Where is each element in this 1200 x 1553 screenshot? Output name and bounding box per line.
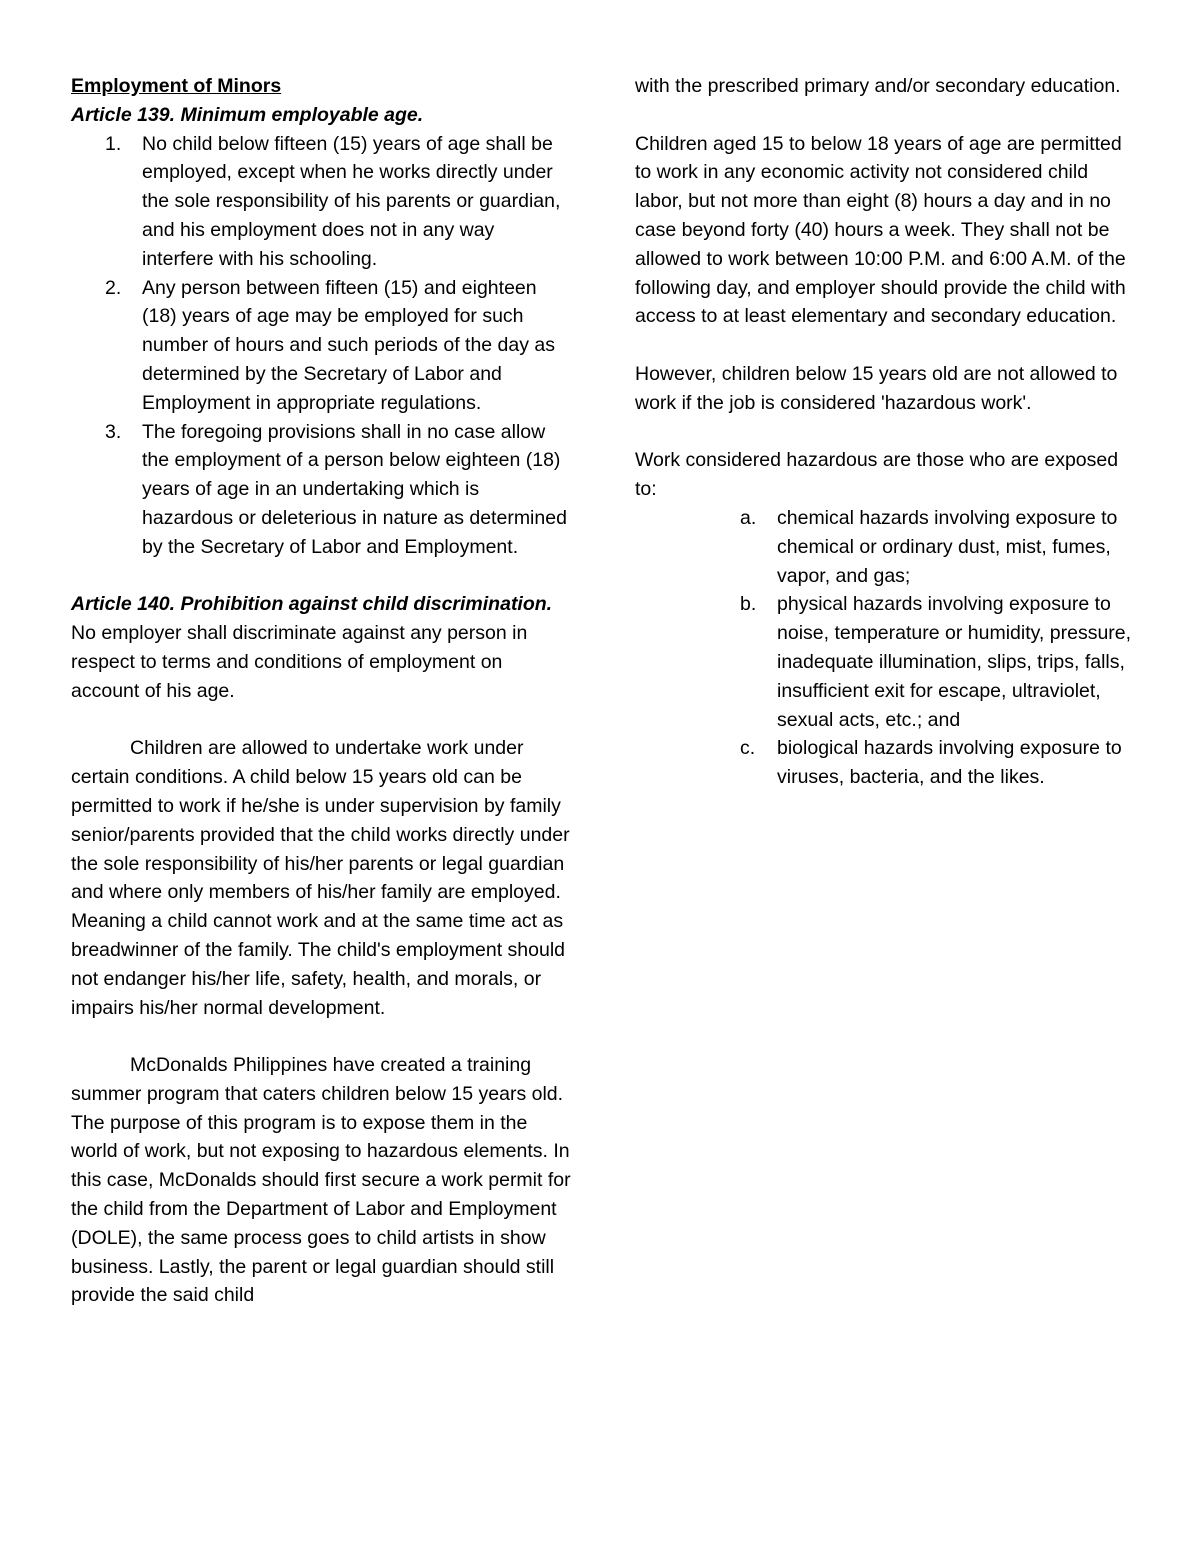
continuation-text: with the prescribed primary and/or secondary education.	[635, 75, 1121, 97]
article-140-title: Article 140. Prohibition against child discrimination.	[71, 593, 553, 616]
list-text: biological hazards involving exposure to viruses, bacteria, and the likes.	[777, 737, 1122, 789]
hazard-list	[635, 504, 1135, 792]
list-item	[71, 418, 571, 562]
list-number: 1.	[105, 132, 122, 155]
list-letter: c.	[740, 737, 756, 760]
list-item	[635, 734, 1135, 792]
article-140-paragraph	[71, 590, 571, 705]
list-letter: b.	[740, 593, 757, 616]
right-column	[635, 72, 1135, 792]
left-column	[71, 72, 571, 1310]
list-item	[635, 504, 1135, 590]
children-paragraph: Children are allowed to undertake work under certain conditions. A child below 15 years old can be permitted to work if he/she is under supervision by family senior/parents provided that the child works directly under the sole responsibility of his/her parents or legal guardian and where only members of his/her family are employed. Meaning a child cannot work and at the same time act as breadwinner of the family. The child's employment should not endanger his/her life, safety, health, and morals, or impairs his/her normal development.	[71, 737, 570, 1019]
list-item	[635, 590, 1135, 734]
article-139-title: Article 139. Minimum employable age.	[71, 103, 424, 126]
list-item	[71, 130, 571, 274]
list-item	[71, 274, 571, 418]
section-heading: Employment of Minors	[71, 75, 282, 97]
list-text: physical hazards involving exposure to noise, temperature or humidity, pressure, inadequate illumination, slips, trips, falls, insufficient exit for escape, ultraviolet, sexual acts, etc.; and	[777, 593, 1132, 731]
list-text: No child below fifteen (15) years of age shall be employed, except when he works directly under the sole responsibility of his parents or guardian, and his employment does not in any way interfere with his schooling.	[142, 132, 561, 270]
article-140-text: No employer shall discriminate against any person in respect to terms and conditions of employment on account of his age.	[71, 622, 528, 702]
document-page	[0, 72, 1200, 1512]
list-letter: a.	[740, 506, 757, 529]
list-number: 3.	[105, 420, 122, 443]
hazard-intro-paragraph: Work considered hazardous are those who are exposed to:	[635, 449, 1119, 501]
however-paragraph: However, children below 15 years old are not allowed to work if the job is considered 'hazardous work'.	[635, 362, 1118, 414]
list-text: The foregoing provisions shall in no case allow the employment of a person below eighteen (18) years of age in an undertaking which is hazardous or deleterious in nature as determined by the Secretary of Labor and Employment.	[142, 420, 567, 558]
list-text: Any person between fifteen (15) and eighteen (18) years of age may be employed for such number of hours and such periods of the day as determined by the Secretary of Labor and Employment in appropriate regulations.	[142, 276, 556, 414]
aged-15-18-paragraph: Children aged 15 to below 18 years of age are permitted to work in any economic activity not considered child labor, but not more than eight (8) hours a day and in no case beyond forty (40) hours a week. They shall not be allowed to work between 10:00 P.M. and 6:00 A.M. of the following day, and employer should provide the child with access to at least elementary and secondary education.	[635, 132, 1126, 328]
list-number: 2.	[105, 276, 122, 299]
mcdonalds-paragraph: McDonalds Philippines have created a training summer program that caters children below 15 years old. The purpose of this program is to expose them in the world of work, but not exposing to hazardous elements. In this case, McDonalds should first secure a work permit for the child from the Department of Labor and Employment (DOLE), the same process goes to child artists in show business. Lastly, the parent or legal guardian should still provide the said child	[71, 1054, 571, 1307]
list-text: chemical hazards involving exposure to chemical or ordinary dust, mist, fumes, vapor, and gas;	[777, 506, 1118, 587]
article-139-list	[71, 130, 571, 562]
